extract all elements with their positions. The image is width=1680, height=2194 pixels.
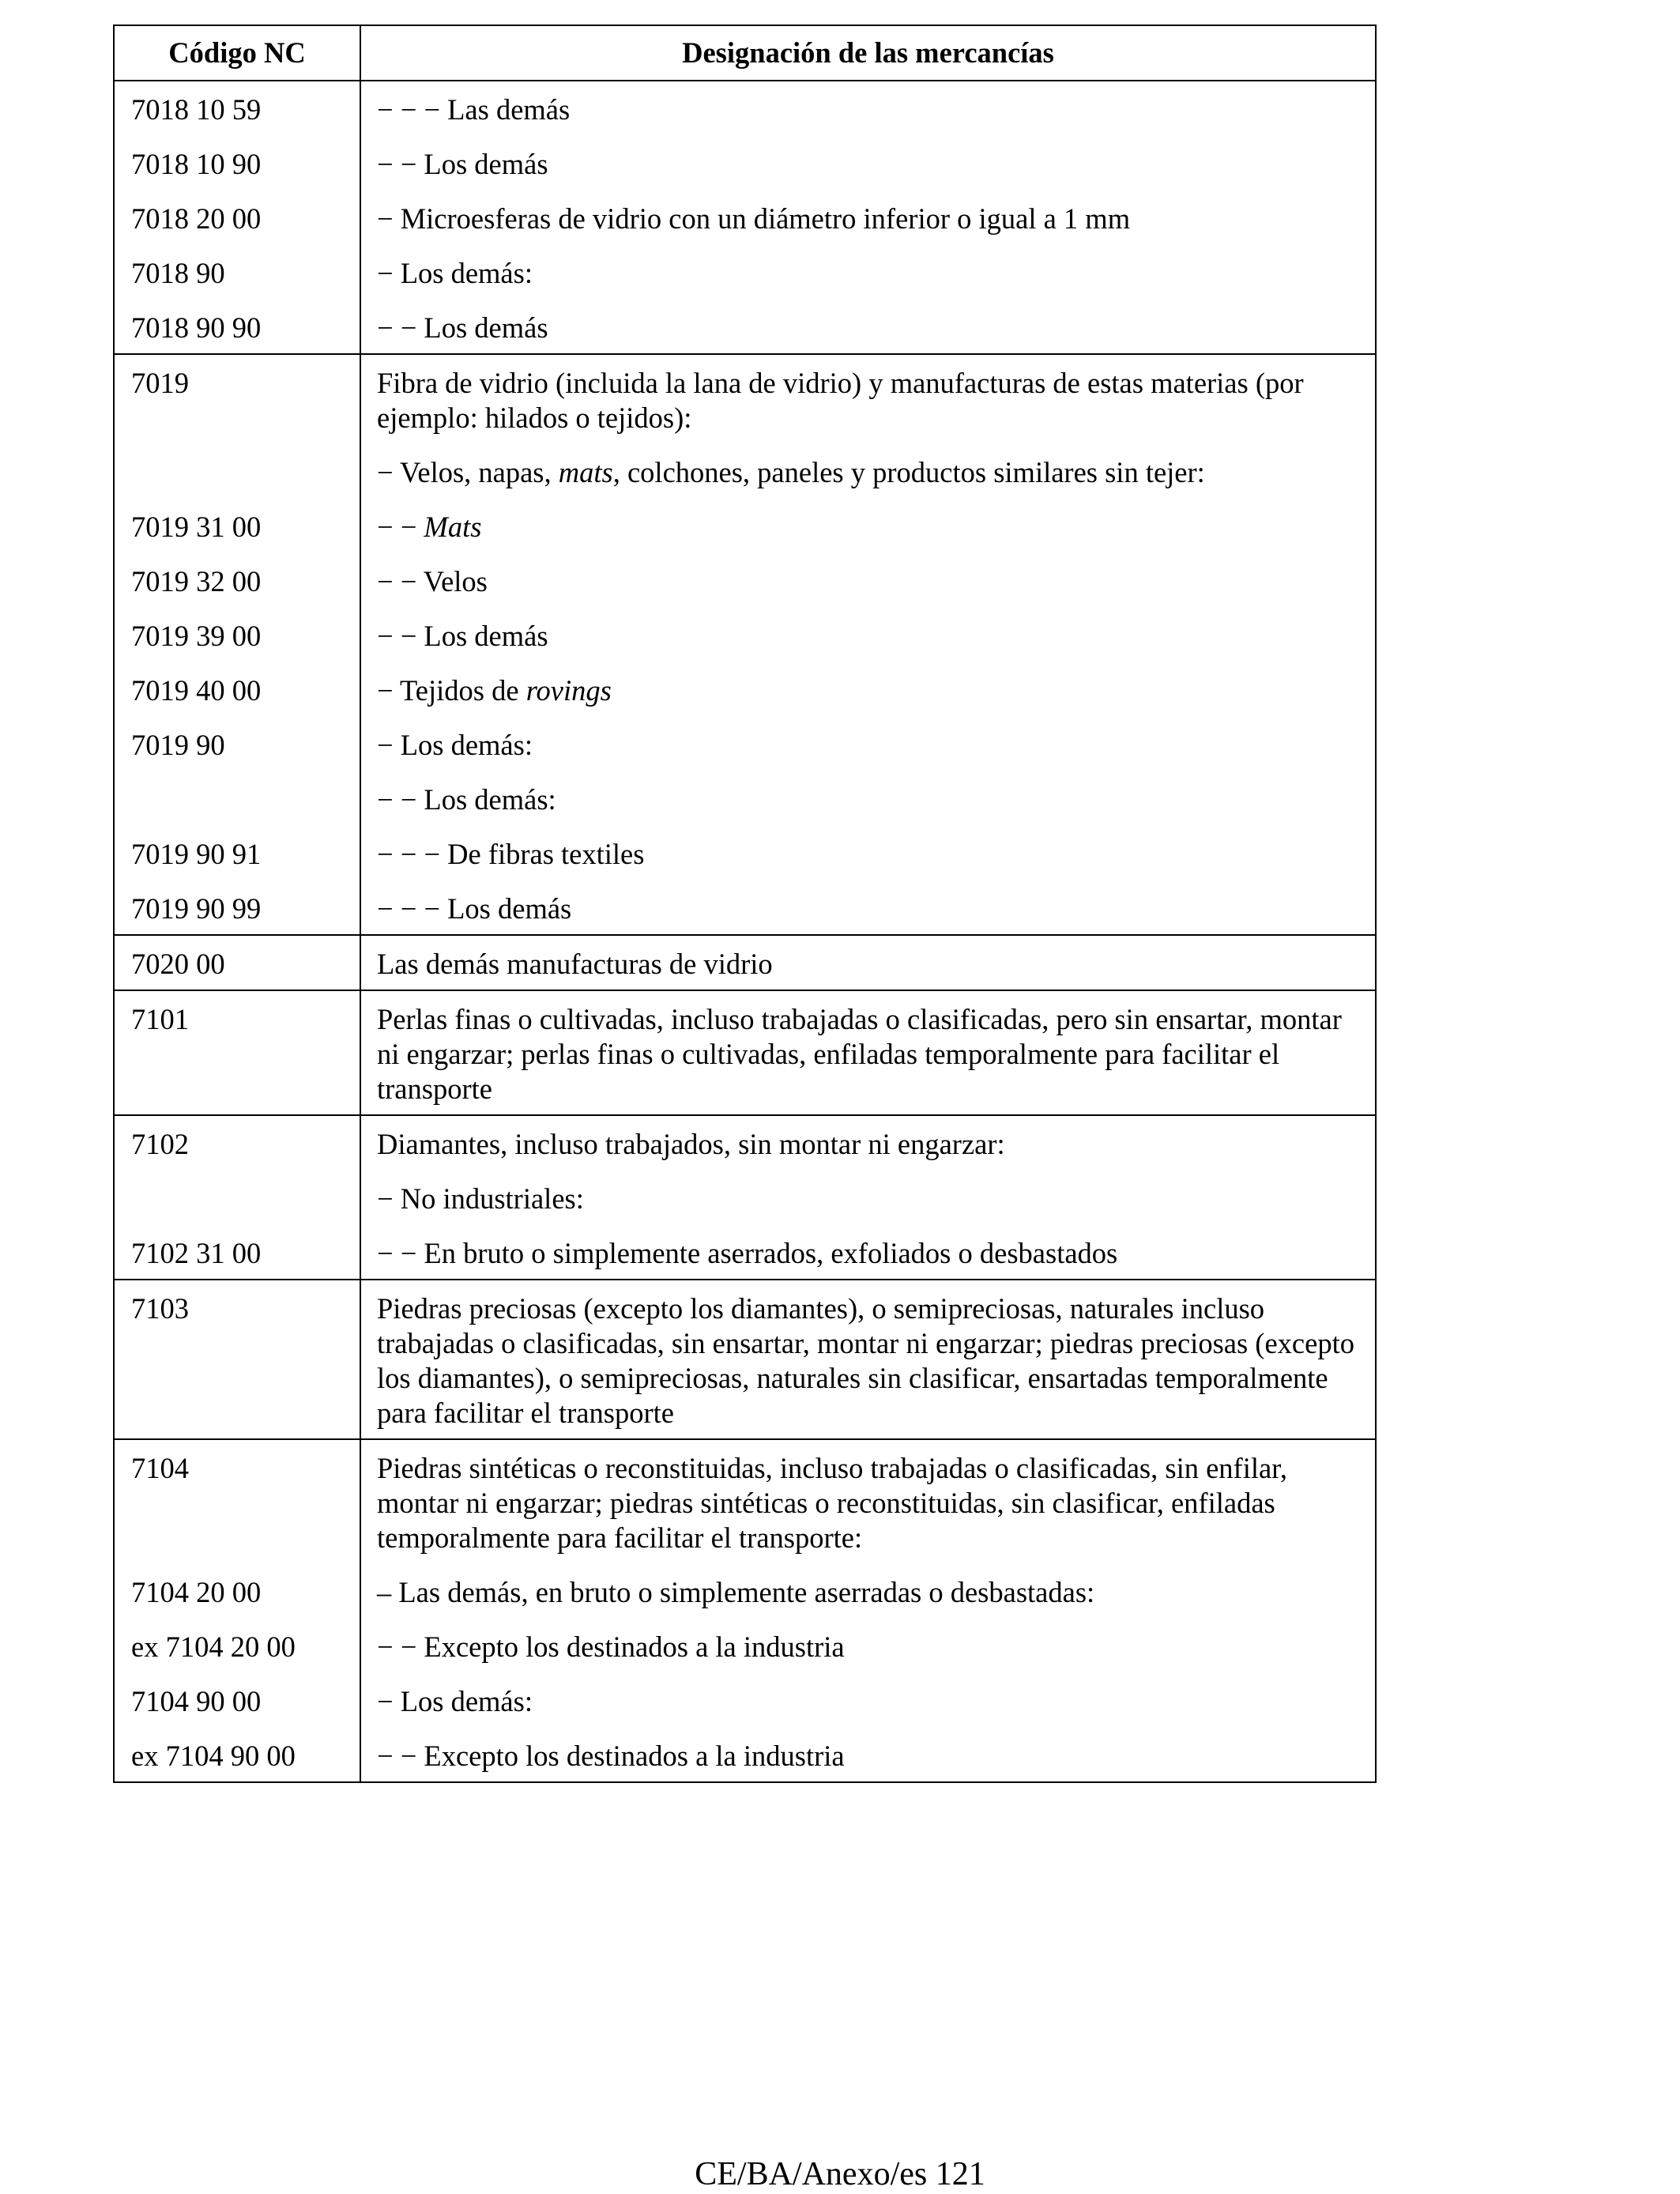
table-row xyxy=(114,1115,1376,1162)
table-row xyxy=(114,1555,1376,1610)
nc-code-cell xyxy=(114,1162,360,1216)
designation-cell xyxy=(360,708,1376,763)
table-row xyxy=(114,291,1376,354)
nc-code-cell: 7019 31 00 xyxy=(114,490,360,545)
table-row xyxy=(114,81,1376,127)
table-row xyxy=(114,990,1376,1115)
nc-code-cell: 7019 32 00 xyxy=(114,545,360,599)
designation-text: Piedras preciosas (excepto los diamantes), o semipreciosas, naturales incluso trabajadas o clasificadas, sin ensartar, montar ni engarzar; piedras preciosas (excepto los diamantes), o semipreciosas, naturales sin clasificar, ensartadas temporalmente para facilitar el transporte xyxy=(377,1292,1354,1429)
designation-text: Las demás manufacturas de vidrio xyxy=(377,948,773,980)
designation-cell xyxy=(360,127,1376,182)
designation-text: − − xyxy=(377,511,424,543)
designation-text: − − − Las demás xyxy=(377,93,571,126)
nc-code-cell: 7101 xyxy=(114,990,360,1115)
designation-cell xyxy=(360,763,1376,817)
designation-cell xyxy=(360,1162,1376,1216)
designation-text: − − En bruto o simplemente aserrados, exfoliados o desbastados xyxy=(377,1237,1118,1269)
nc-code-cell: 7104 90 00 xyxy=(114,1664,360,1719)
table-row xyxy=(114,599,1376,654)
table-row xyxy=(114,490,1376,545)
nc-code-cell: 7018 90 90 xyxy=(114,291,360,354)
table-row xyxy=(114,127,1376,182)
designation-text: − − Velos xyxy=(377,565,488,598)
nc-code-cell: 7019 90 xyxy=(114,708,360,763)
table-header-row xyxy=(114,25,1376,81)
designation-cell xyxy=(360,1115,1376,1162)
table-row xyxy=(114,872,1376,935)
designation-text: − Velos, napas, xyxy=(377,456,559,488)
table-row xyxy=(114,654,1376,708)
designation-cell xyxy=(360,1610,1376,1664)
table-row xyxy=(114,236,1376,291)
table-row xyxy=(114,1162,1376,1216)
header-codigo-nc: Código NC xyxy=(114,25,360,81)
designation-cell xyxy=(360,1439,1376,1555)
table-row xyxy=(114,435,1376,490)
nc-code-cell: 7102 xyxy=(114,1115,360,1162)
designation-cell xyxy=(360,490,1376,545)
designation-text: Diamantes, incluso trabajados, sin montar ni engarzar: xyxy=(377,1128,1005,1160)
nc-code-cell: 7018 10 59 xyxy=(114,81,360,127)
table-row xyxy=(114,1610,1376,1664)
designation-text: − Los demás: xyxy=(377,257,533,289)
designation-italic-term: mats xyxy=(558,456,613,488)
nc-code-cell: 7019 39 00 xyxy=(114,599,360,654)
designation-text: − Los demás: xyxy=(377,729,533,761)
table-row xyxy=(114,1439,1376,1555)
designation-text: − Tejidos de xyxy=(377,674,526,707)
designation-text: − − Los demás xyxy=(377,311,548,344)
designation-cell xyxy=(360,872,1376,935)
table-body xyxy=(114,81,1376,1782)
nc-code-cell: 7018 20 00 xyxy=(114,182,360,236)
tariff-table xyxy=(113,25,1377,1783)
designation-cell xyxy=(360,935,1376,990)
table-row xyxy=(114,1216,1376,1280)
designation-text: − Microesferas de vidrio con un diámetro inferior o igual a 1 mm xyxy=(377,202,1131,235)
designation-cell xyxy=(360,182,1376,236)
nc-code-cell: 7020 00 xyxy=(114,935,360,990)
designation-cell xyxy=(360,291,1376,354)
table-row xyxy=(114,354,1376,435)
designation-text: Fibra de vidrio (incluida la lana de vidrio) y manufacturas de estas materias (por ejemplo: hilados o tejidos): xyxy=(377,367,1304,434)
designation-text: − − Excepto los destinados a la industria xyxy=(377,1630,845,1663)
table-row xyxy=(114,1664,1376,1719)
table-row xyxy=(114,545,1376,599)
table-row xyxy=(114,935,1376,990)
designation-text: − No industriales: xyxy=(377,1182,584,1215)
nc-code-cell: ex 7104 90 00 xyxy=(114,1719,360,1782)
designation-italic-term: Mats xyxy=(424,511,482,543)
designation-text: − − Los demás xyxy=(377,148,548,180)
nc-code-cell: 7104 xyxy=(114,1439,360,1555)
table-row xyxy=(114,817,1376,872)
nc-code-cell: 7104 20 00 xyxy=(114,1555,360,1610)
designation-cell xyxy=(360,1280,1376,1439)
designation-text: Piedras sintéticas o reconstituidas, incluso trabajadas o clasificadas, sin enfilar, montar ni engarzar; piedras sintéticas o reconstituidas, sin clasificar, enfiladas temporalmente para facilitar el transporte: xyxy=(377,1452,1287,1554)
nc-code-cell: 7018 90 xyxy=(114,236,360,291)
designation-cell xyxy=(360,817,1376,872)
designation-text: − − Los demás xyxy=(377,620,548,652)
designation-text: – Las demás, en bruto o simplemente aserradas o desbastadas: xyxy=(377,1576,1095,1608)
nc-code-cell xyxy=(114,435,360,490)
nc-code-cell: 7019 90 91 xyxy=(114,817,360,872)
table-row xyxy=(114,708,1376,763)
designation-text: Perlas finas o cultivadas, incluso trabajadas o clasificadas, pero sin ensartar, montar ni engarzar; perlas finas o cultivadas, enfiladas temporalmente para facilitar el transporte xyxy=(377,1003,1342,1105)
nc-code-cell: ex 7104 20 00 xyxy=(114,1610,360,1664)
nc-code-cell: 7019 40 00 xyxy=(114,654,360,708)
designation-cell xyxy=(360,1216,1376,1280)
designation-text: − − − De fibras textiles xyxy=(377,838,645,870)
designation-text: − Los demás: xyxy=(377,1685,533,1717)
nc-code-cell: 7019 xyxy=(114,354,360,435)
designation-cell xyxy=(360,81,1376,127)
header-designacion: Designación de las mercancías xyxy=(360,25,1376,81)
designation-cell xyxy=(360,545,1376,599)
designation-cell xyxy=(360,236,1376,291)
nc-code-cell: 7103 xyxy=(114,1280,360,1439)
designation-cell xyxy=(360,990,1376,1115)
designation-cell xyxy=(360,435,1376,490)
designation-text: , colchones, paneles y productos similares sin tejer: xyxy=(612,456,1205,488)
designation-text: − − Excepto los destinados a la industria xyxy=(377,1740,845,1772)
table-row xyxy=(114,1719,1376,1782)
table-row xyxy=(114,182,1376,236)
nc-code-cell: 7019 90 99 xyxy=(114,872,360,935)
designation-cell xyxy=(360,1719,1376,1782)
table-row xyxy=(114,763,1376,817)
designation-cell xyxy=(360,599,1376,654)
designation-cell xyxy=(360,1555,1376,1610)
designation-cell xyxy=(360,1664,1376,1719)
nc-code-cell xyxy=(114,763,360,817)
designation-text: − − Los demás: xyxy=(377,783,556,816)
nc-code-cell: 7102 31 00 xyxy=(114,1216,360,1280)
nc-code-cell: 7018 10 90 xyxy=(114,127,360,182)
designation-italic-term: rovings xyxy=(525,674,612,707)
page-footer: CE/BA/Anexo/es 121 xyxy=(695,2156,985,2192)
designation-cell xyxy=(360,354,1376,435)
designation-text: − − − Los demás xyxy=(377,892,572,925)
designation-cell xyxy=(360,654,1376,708)
table-row xyxy=(114,1280,1376,1439)
